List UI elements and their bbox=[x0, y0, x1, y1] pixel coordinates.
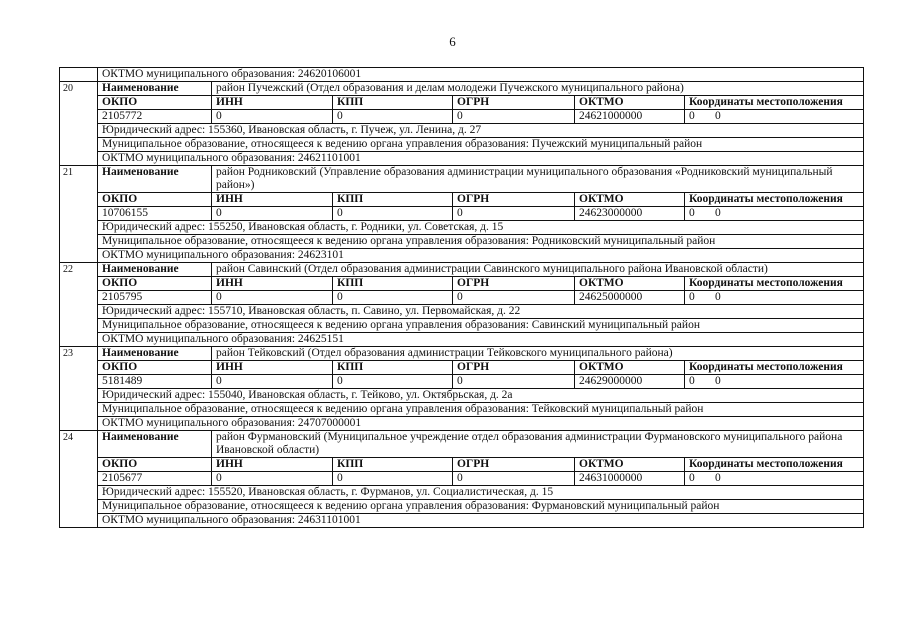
municipal-row bbox=[60, 319, 864, 333]
top-oktmo-row bbox=[60, 68, 864, 82]
ogrn-header: ОГРН bbox=[453, 361, 575, 375]
entry-name: район Савинский (Отдел образования администрации Савинского муниципального района Ивановской области) bbox=[212, 263, 864, 277]
legal-address: Юридический адрес: 155250, Ивановская область, г. Родники, ул. Советская, д. 15 bbox=[98, 221, 864, 235]
coords-value bbox=[685, 110, 864, 124]
name-label: Наименование bbox=[98, 431, 212, 458]
ogrn-header: ОГРН bbox=[453, 193, 575, 207]
oktmo-mo-row bbox=[60, 333, 864, 347]
oktmo-header: ОКТМО bbox=[575, 361, 685, 375]
legal-address: Юридический адрес: 155710, Ивановская область, п. Савино, ул. Первомайская, д. 22 bbox=[98, 305, 864, 319]
municipal-formation: Муниципальное образование, относящееся к ведению органа управления образования: Родниковский муниципальный район bbox=[98, 235, 864, 249]
codes-row bbox=[60, 375, 864, 389]
name-label: Наименование bbox=[98, 347, 212, 361]
kpp-value: 0 bbox=[333, 375, 453, 389]
inn-value: 0 bbox=[212, 375, 333, 389]
entry-name-row bbox=[60, 347, 864, 361]
inn-header: ИНН bbox=[212, 96, 333, 110]
okpo-header: ОКПО bbox=[98, 361, 212, 375]
coords-header: Координаты местоположения bbox=[685, 277, 864, 291]
coord-y: 0 bbox=[715, 375, 721, 387]
oktmo-value: 24631000000 bbox=[575, 472, 685, 486]
codes-row bbox=[60, 291, 864, 305]
ogrn-header: ОГРН bbox=[453, 277, 575, 291]
inn-value: 0 bbox=[212, 291, 333, 305]
oktmo-mo-cell: ОКТМО муниципального образования: 24631101001 bbox=[98, 514, 864, 528]
oktmo-mo-row bbox=[60, 417, 864, 431]
column-header-row bbox=[60, 96, 864, 110]
kpp-header: КПП bbox=[333, 277, 453, 291]
name-label: Наименование bbox=[98, 82, 212, 96]
address-row bbox=[60, 124, 864, 138]
ogrn-value: 0 bbox=[453, 207, 575, 221]
municipal-formation: Муниципальное образование, относящееся к ведению органа управления образования: Савинский муниципальный район bbox=[98, 319, 864, 333]
name-label: Наименование bbox=[98, 263, 212, 277]
address-row bbox=[60, 221, 864, 235]
oktmo-value: 24629000000 bbox=[575, 375, 685, 389]
coord-y: 0 bbox=[715, 110, 721, 122]
codes-row bbox=[60, 207, 864, 221]
address-row bbox=[60, 486, 864, 500]
page-number: 6 bbox=[449, 34, 456, 49]
coord-x: 0 bbox=[689, 375, 695, 387]
coords-value bbox=[685, 207, 864, 221]
codes-row bbox=[60, 472, 864, 486]
coord-x: 0 bbox=[689, 291, 695, 303]
ogrn-value: 0 bbox=[453, 291, 575, 305]
coords-header: Координаты местоположения bbox=[685, 193, 864, 207]
coord-x: 0 bbox=[689, 207, 695, 219]
kpp-value: 0 bbox=[333, 472, 453, 486]
entry-number: 21 bbox=[60, 166, 98, 263]
oktmo-mo-row bbox=[60, 514, 864, 528]
ogrn-header: ОГРН bbox=[453, 96, 575, 110]
municipal-formation: Муниципальное образование, относящееся к ведению органа управления образования: Фурмановский муниципальный район bbox=[98, 500, 864, 514]
inn-header: ИНН bbox=[212, 193, 333, 207]
entry-name-row bbox=[60, 166, 864, 193]
entry-name: район Пучежский (Отдел образования и делам молодежи Пучежского муниципального района) bbox=[212, 82, 864, 96]
column-header-row bbox=[60, 458, 864, 472]
oktmo-header: ОКТМО bbox=[575, 96, 685, 110]
column-header-row bbox=[60, 277, 864, 291]
coord-y: 0 bbox=[715, 472, 721, 484]
kpp-header: КПП bbox=[333, 96, 453, 110]
address-row bbox=[60, 389, 864, 403]
oktmo-mo-cell: ОКТМО муниципального образования: 24621101001 bbox=[98, 152, 864, 166]
ogrn-header: ОГРН bbox=[453, 458, 575, 472]
inn-value: 0 bbox=[212, 472, 333, 486]
okpo-header: ОКПО bbox=[98, 193, 212, 207]
coords-value bbox=[685, 291, 864, 305]
oktmo-header: ОКТМО bbox=[575, 193, 685, 207]
municipal-row bbox=[60, 403, 864, 417]
blank-number-cell bbox=[60, 68, 98, 82]
municipal-formation: Муниципальное образование, относящееся к ведению органа управления образования: Пучежский муниципальный район bbox=[98, 138, 864, 152]
entry-name: район Тейковский (Отдел образования администрации Тейковского муниципального района) bbox=[212, 347, 864, 361]
coords-header: Координаты местоположения bbox=[685, 361, 864, 375]
entry-name-row bbox=[60, 431, 864, 458]
address-row bbox=[60, 305, 864, 319]
kpp-header: КПП bbox=[333, 193, 453, 207]
oktmo-mo-row bbox=[60, 249, 864, 263]
okpo-value: 5181489 bbox=[98, 375, 212, 389]
ogrn-value: 0 bbox=[453, 375, 575, 389]
name-label: Наименование bbox=[98, 166, 212, 193]
ogrn-value: 0 bbox=[453, 472, 575, 486]
coords-value bbox=[685, 472, 864, 486]
oktmo-mo-cell: ОКТМО муниципального образования: 24623101 bbox=[98, 249, 864, 263]
entry-name: район Фурмановский (Муниципальное учреждение отдел образования администрации Фурмановского муниципального района Ивановской области) bbox=[212, 431, 864, 458]
entry-number: 22 bbox=[60, 263, 98, 347]
oktmo-mo-cell: ОКТМО муниципального образования: 24625151 bbox=[98, 333, 864, 347]
legal-address: Юридический адрес: 155520, Ивановская область, г. Фурманов, ул. Социалистическая, д. 15 bbox=[98, 486, 864, 500]
entry-number: 24 bbox=[60, 431, 98, 528]
entry-name: район Родниковский (Управление образования администрации муниципального образования «Родниковский муниципальный район») bbox=[212, 166, 864, 193]
entry-name-row bbox=[60, 82, 864, 96]
kpp-value: 0 bbox=[333, 110, 453, 124]
municipal-formation: Муниципальное образование, относящееся к ведению органа управления образования: Тейковский муниципальный район bbox=[98, 403, 864, 417]
municipal-row bbox=[60, 235, 864, 249]
entry-number: 23 bbox=[60, 347, 98, 431]
okpo-value: 10706155 bbox=[98, 207, 212, 221]
okpo-header: ОКПО bbox=[98, 458, 212, 472]
kpp-value: 0 bbox=[333, 291, 453, 305]
municipal-row bbox=[60, 500, 864, 514]
coord-y: 0 bbox=[715, 291, 721, 303]
oktmo-value: 24623000000 bbox=[575, 207, 685, 221]
codes-row bbox=[60, 110, 864, 124]
oktmo-mo-cell: ОКТМО муниципального образования: 24707000001 bbox=[98, 417, 864, 431]
organizations-table bbox=[59, 67, 864, 528]
inn-header: ИНН bbox=[212, 361, 333, 375]
legal-address: Юридический адрес: 155360, Ивановская область, г. Пучеж, ул. Ленина, д. 27 bbox=[98, 124, 864, 138]
coord-x: 0 bbox=[689, 472, 695, 484]
coords-header: Координаты местоположения bbox=[685, 458, 864, 472]
ogrn-value: 0 bbox=[453, 110, 575, 124]
okpo-header: ОКПО bbox=[98, 277, 212, 291]
oktmo-header: ОКТМО bbox=[575, 458, 685, 472]
legal-address: Юридический адрес: 155040, Ивановская область, г. Тейково, ул. Октябрьская, д. 2а bbox=[98, 389, 864, 403]
inn-header: ИНН bbox=[212, 458, 333, 472]
inn-value: 0 bbox=[212, 207, 333, 221]
oktmo-value: 24621000000 bbox=[575, 110, 685, 124]
column-header-row bbox=[60, 361, 864, 375]
column-header-row bbox=[60, 193, 864, 207]
kpp-value: 0 bbox=[333, 207, 453, 221]
municipal-row bbox=[60, 138, 864, 152]
coords-header: Координаты местоположения bbox=[685, 96, 864, 110]
okpo-value: 2105677 bbox=[98, 472, 212, 486]
okpo-header: ОКПО bbox=[98, 96, 212, 110]
coords-value bbox=[685, 375, 864, 389]
coord-y: 0 bbox=[715, 207, 721, 219]
oktmo-mo-cell: ОКТМО муниципального образования: 24620106001 bbox=[98, 68, 864, 82]
oktmo-mo-row bbox=[60, 152, 864, 166]
coord-x: 0 bbox=[689, 110, 695, 122]
oktmo-value: 24625000000 bbox=[575, 291, 685, 305]
okpo-value: 2105772 bbox=[98, 110, 212, 124]
kpp-header: КПП bbox=[333, 361, 453, 375]
inn-value: 0 bbox=[212, 110, 333, 124]
kpp-header: КПП bbox=[333, 458, 453, 472]
oktmo-header: ОКТМО bbox=[575, 277, 685, 291]
entry-name-row bbox=[60, 263, 864, 277]
inn-header: ИНН bbox=[212, 277, 333, 291]
okpo-value: 2105795 bbox=[98, 291, 212, 305]
entry-number: 20 bbox=[60, 82, 98, 166]
